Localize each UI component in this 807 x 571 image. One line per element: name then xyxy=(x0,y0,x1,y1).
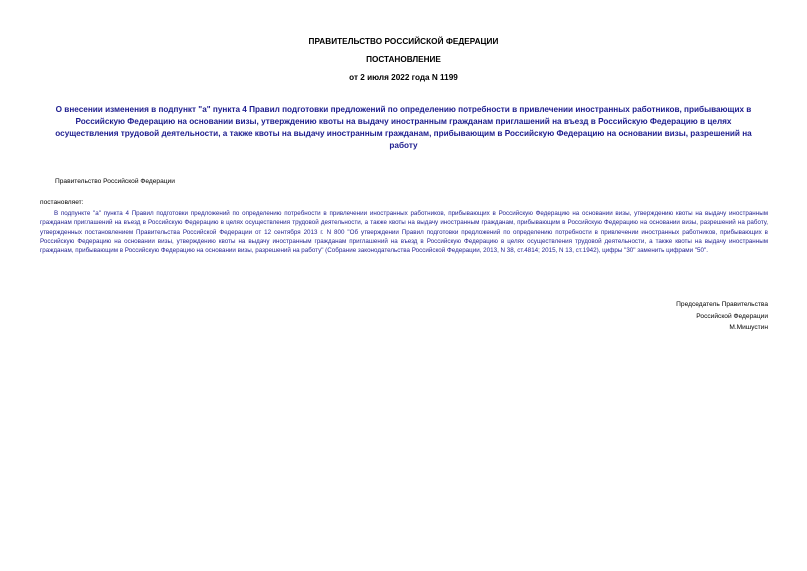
government-heading: ПРАВИТЕЛЬСТВО РОССИЙСКОЙ ФЕДЕРАЦИИ xyxy=(308,37,499,46)
preamble-decrees: постановляет: xyxy=(40,199,84,206)
document-title: О внесении изменения в подпункт "а" пункта 4 Правил подготовки предложений по определению потребности в привлечении иностранных работников, прибывающих в Российскую Федерацию на основании визы, утверждению квоты на выдачу иностранным гражданам приглашений на въезд в Российскую Федерацию в целях осуществления трудовой деятельности, а также квоты на выдачу иностранным гражданам, прибывающим в Российскую Федерацию на основании визы, разрешений на работу xyxy=(55,105,752,150)
signature-position: Председатель Правительства xyxy=(676,301,768,308)
preamble-government: Правительство Российской Федерации xyxy=(55,178,175,185)
signature-organization: Российской Федерации xyxy=(696,312,768,320)
signature-block xyxy=(568,299,768,334)
body-paragraph: В подпункте "а" пункта 4 Правил подготовки предложений по определению потребности в привлечении иностранных работников, прибывающих в Российскую Федерацию на основании визы, утверждению квоты на выдачу иностранным гражданам приглашений на въезд в Российскую Федерацию в целях осуществления трудовой деятельности, а также квоты на выдачу иностранным гражданам, прибывающим в Российскую Федерацию на основании визы, разрешений на работу, утвержденных постановлением Правительства Российской Федерации от 12 сентября 2013 г. N 800 "Об утверждении Правил подготовки предложений по определению потребности в привлечении иностранных работников, прибывающих в Российскую Федерацию на основании визы, утверждению квоты на выдачу иностранным гражданам приглашений на въезд в Российскую Федерацию в целях осуществления трудовой деятельности, а также квоты на выдачу иностранным гражданам, прибывающим в Российскую Федерацию на основании визы, разрешений на работу" (Собрание законодательства Российской Федерации, 2013, N 38, ст.4814; 2015, N 13, ст.1942), цифры "30" заменить цифрами "50". xyxy=(40,210,768,255)
date-number-heading: от 2 июля 2022 года N 1199 xyxy=(349,73,458,82)
signature-name: М.Мишустин xyxy=(729,324,768,331)
document-type-heading: ПОСТАНОВЛЕНИЕ xyxy=(366,55,441,64)
